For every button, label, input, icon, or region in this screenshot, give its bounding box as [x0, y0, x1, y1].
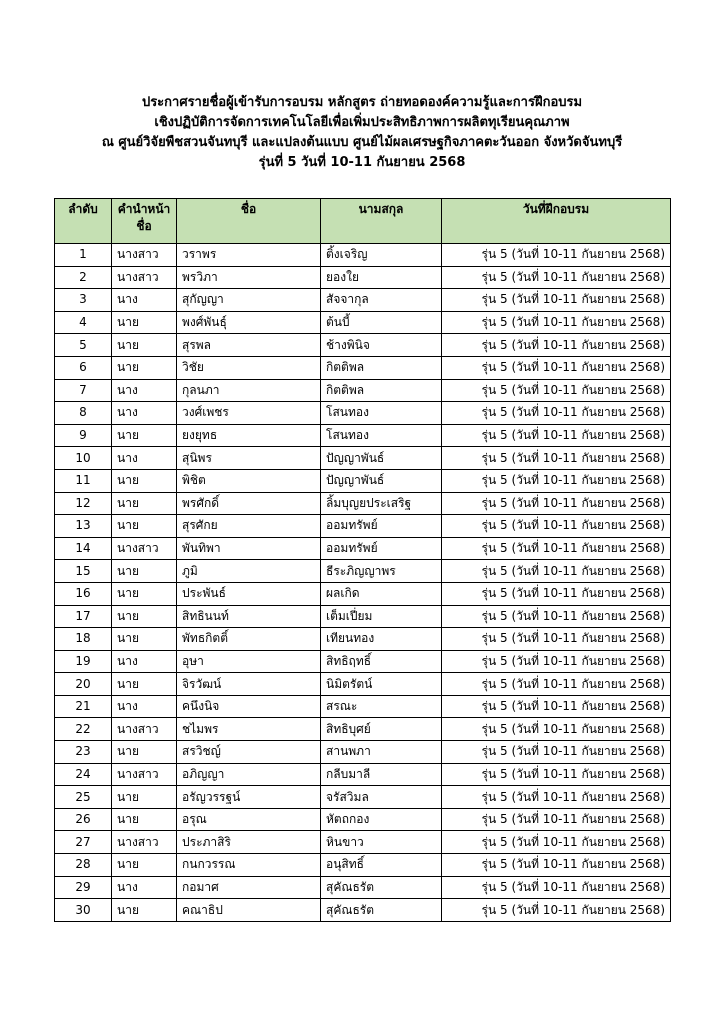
cell-title: นาย — [112, 334, 177, 357]
table-row — [55, 718, 671, 741]
cell-first-name: วิชัย — [177, 356, 321, 379]
cell-last-name: สุคัณธรัต — [321, 876, 442, 899]
cell-last-name: หัตถกอง — [321, 808, 442, 831]
cell-last-name: สัจจากุล — [321, 289, 442, 312]
cell-training-date: รุ่น 5 (วันที่ 10-11 กันยายน 2568) — [442, 356, 671, 379]
cell-training-date: รุ่น 5 (วันที่ 10-11 กันยายน 2568) — [442, 334, 671, 357]
cell-training-date: รุ่น 5 (วันที่ 10-11 กันยายน 2568) — [442, 876, 671, 899]
cell-first-name: พรศักดิ์ — [177, 492, 321, 515]
cell-last-name: ยองใย — [321, 266, 442, 289]
cell-last-name: สุคัณธรัต — [321, 899, 442, 922]
heading-line-3: ณ ศูนย์วิจัยพืชสวนจันทบุรี และแปลงต้นแบบ ศูนย์ไม้ผลเศรษฐกิจภาคตะวันออก จังหวัดจันทบุรี — [101, 135, 623, 150]
cell-last-name: ออมทรัพย์ — [321, 537, 442, 560]
cell-first-name: กนกวรรณ — [177, 854, 321, 877]
cell-training-date: รุ่น 5 (วันที่ 10-11 กันยายน 2568) — [442, 628, 671, 651]
cell-title: นางสาว — [112, 831, 177, 854]
table-row — [55, 582, 671, 605]
cell-first-name: สิทธินนท์ — [177, 605, 321, 628]
cell-first-name: สุนิพร — [177, 447, 321, 470]
table-row — [55, 786, 671, 809]
cell-number: 26 — [55, 808, 112, 831]
cell-number: 21 — [55, 695, 112, 718]
cell-number: 17 — [55, 605, 112, 628]
cell-first-name: ภูมิ — [177, 560, 321, 583]
cell-first-name: สุรพล — [177, 334, 321, 357]
cell-training-date: รุ่น 5 (วันที่ 10-11 กันยายน 2568) — [442, 537, 671, 560]
cell-training-date: รุ่น 5 (วันที่ 10-11 กันยายน 2568) — [442, 379, 671, 402]
cell-number: 27 — [55, 831, 112, 854]
cell-last-name: เต็มเปี่ยม — [321, 605, 442, 628]
heading-line-2: เชิงปฏิบัติการจัดการเทคโนโลยีเพื่อเพิ่มประสิทธิภาพการผลิตทุเรียนคุณภาพ — [154, 115, 570, 130]
cell-training-date: รุ่น 5 (วันที่ 10-11 กันยายน 2568) — [442, 311, 671, 334]
cell-last-name: จรัสวิมล — [321, 786, 442, 809]
table-row — [55, 447, 671, 470]
cell-number: 3 — [55, 289, 112, 312]
table-row — [55, 356, 671, 379]
cell-last-name: สรณะ — [321, 695, 442, 718]
cell-number: 4 — [55, 311, 112, 334]
cell-last-name: ช้างพินิจ — [321, 334, 442, 357]
cell-number: 10 — [55, 447, 112, 470]
cell-last-name: โสนทอง — [321, 402, 442, 425]
table-row — [55, 424, 671, 447]
cell-title: นาย — [112, 605, 177, 628]
cell-training-date: รุ่น 5 (วันที่ 10-11 กันยายน 2568) — [442, 673, 671, 696]
cell-first-name: ยงยุทธ — [177, 424, 321, 447]
cell-number: 8 — [55, 402, 112, 425]
table-row — [55, 876, 671, 899]
cell-training-date: รุ่น 5 (วันที่ 10-11 กันยายน 2568) — [442, 741, 671, 764]
table-row — [55, 628, 671, 651]
cell-first-name: อรุณ — [177, 808, 321, 831]
cell-training-date: รุ่น 5 (วันที่ 10-11 กันยายน 2568) — [442, 582, 671, 605]
cell-training-date: รุ่น 5 (วันที่ 10-11 กันยายน 2568) — [442, 605, 671, 628]
table-row — [55, 831, 671, 854]
table-row — [55, 650, 671, 673]
table-row — [55, 808, 671, 831]
cell-last-name: ผลเกิด — [321, 582, 442, 605]
table-row — [55, 334, 671, 357]
cell-number: 25 — [55, 786, 112, 809]
cell-first-name: ประภาสิริ — [177, 831, 321, 854]
cell-last-name: ติ้งเจริญ — [321, 244, 442, 267]
table-row — [55, 605, 671, 628]
cell-number: 20 — [55, 673, 112, 696]
cell-training-date: รุ่น 5 (วันที่ 10-11 กันยายน 2568) — [442, 560, 671, 583]
cell-title: นาย — [112, 741, 177, 764]
col-header-title: คำนำหน้า ชื่อ — [112, 199, 177, 244]
cell-first-name: อุษา — [177, 650, 321, 673]
cell-first-name: ประพันธ์ — [177, 582, 321, 605]
cell-first-name: พันทิพา — [177, 537, 321, 560]
cell-number: 24 — [55, 763, 112, 786]
cell-first-name: คณาธิป — [177, 899, 321, 922]
table-row — [55, 402, 671, 425]
cell-training-date: รุ่น 5 (วันที่ 10-11 กันยายน 2568) — [442, 650, 671, 673]
cell-number: 15 — [55, 560, 112, 583]
cell-training-date: รุ่น 5 (วันที่ 10-11 กันยายน 2568) — [442, 469, 671, 492]
cell-title: นาย — [112, 469, 177, 492]
cell-training-date: รุ่น 5 (วันที่ 10-11 กันยายน 2568) — [442, 515, 671, 538]
cell-title: นาย — [112, 515, 177, 538]
heading-line-4: รุ่นที่ 5 วันที่ 10-11 กันยายน 2568 — [258, 155, 466, 170]
col-header-number: ลำดับ — [55, 199, 112, 244]
cell-last-name: กลีบมาลี — [321, 763, 442, 786]
cell-title: นาง — [112, 876, 177, 899]
cell-training-date: รุ่น 5 (วันที่ 10-11 กันยายน 2568) — [442, 854, 671, 877]
cell-training-date: รุ่น 5 (วันที่ 10-11 กันยายน 2568) — [442, 244, 671, 267]
cell-title: นางสาว — [112, 244, 177, 267]
col-header-last-name: นามสกุล — [321, 199, 442, 244]
cell-title: นาย — [112, 424, 177, 447]
cell-title: นาย — [112, 628, 177, 651]
cell-first-name: พงศ์พันธุ์ — [177, 311, 321, 334]
cell-training-date: รุ่น 5 (วันที่ 10-11 กันยายน 2568) — [442, 831, 671, 854]
cell-first-name: พิชิต — [177, 469, 321, 492]
cell-title: นาย — [112, 899, 177, 922]
cell-first-name: สุรศักย — [177, 515, 321, 538]
table-row — [55, 469, 671, 492]
cell-title: นางสาว — [112, 763, 177, 786]
table-header-row — [55, 199, 671, 244]
cell-number: 29 — [55, 876, 112, 899]
cell-last-name: โสนทอง — [321, 424, 442, 447]
table-row — [55, 311, 671, 334]
table-body — [55, 244, 671, 922]
table-row — [55, 695, 671, 718]
cell-first-name: พรวิภา — [177, 266, 321, 289]
cell-last-name: กิตติพล — [321, 379, 442, 402]
table-row — [55, 854, 671, 877]
cell-last-name: กิตติพล — [321, 356, 442, 379]
cell-training-date: รุ่น 5 (วันที่ 10-11 กันยายน 2568) — [442, 763, 671, 786]
cell-title: นาย — [112, 492, 177, 515]
cell-training-date: รุ่น 5 (วันที่ 10-11 กันยายน 2568) — [442, 808, 671, 831]
cell-training-date: รุ่น 5 (วันที่ 10-11 กันยายน 2568) — [442, 447, 671, 470]
cell-number: 28 — [55, 854, 112, 877]
cell-number: 14 — [55, 537, 112, 560]
cell-number: 16 — [55, 582, 112, 605]
cell-number: 23 — [55, 741, 112, 764]
cell-training-date: รุ่น 5 (วันที่ 10-11 กันยายน 2568) — [442, 424, 671, 447]
cell-last-name: สิทธิบุศย์ — [321, 718, 442, 741]
col-header-training-date: วันที่ฝึกอบรม — [442, 199, 671, 244]
cell-title: นาง — [112, 447, 177, 470]
cell-first-name: กอมาศ — [177, 876, 321, 899]
table-row — [55, 763, 671, 786]
cell-training-date: รุ่น 5 (วันที่ 10-11 กันยายน 2568) — [442, 402, 671, 425]
cell-last-name: ธีระภิญญาพร — [321, 560, 442, 583]
col-header-first-name: ชื่อ — [177, 199, 321, 244]
cell-number: 9 — [55, 424, 112, 447]
cell-first-name: คนึงนิจ — [177, 695, 321, 718]
cell-training-date: รุ่น 5 (วันที่ 10-11 กันยายน 2568) — [442, 492, 671, 515]
cell-number: 22 — [55, 718, 112, 741]
cell-number: 6 — [55, 356, 112, 379]
cell-last-name: ลิ้มบุญยประเสริฐ — [321, 492, 442, 515]
cell-training-date: รุ่น 5 (วันที่ 10-11 กันยายน 2568) — [442, 289, 671, 312]
cell-first-name: สรวิชญ์ — [177, 741, 321, 764]
cell-last-name: ปัญญาพันธ์ — [321, 469, 442, 492]
table-row — [55, 741, 671, 764]
cell-title: นาย — [112, 356, 177, 379]
cell-last-name: ออมทรัพย์ — [321, 515, 442, 538]
table-row — [55, 492, 671, 515]
table-row — [55, 266, 671, 289]
table-row — [55, 899, 671, 922]
table-row — [55, 244, 671, 267]
cell-first-name: อรัญวรรฐน์ — [177, 786, 321, 809]
table-row — [55, 560, 671, 583]
cell-last-name: อนุสิทธิ์ — [321, 854, 442, 877]
cell-training-date: รุ่น 5 (วันที่ 10-11 กันยายน 2568) — [442, 695, 671, 718]
table-row — [55, 289, 671, 312]
participant-table — [54, 198, 671, 922]
cell-number: 19 — [55, 650, 112, 673]
cell-title: นาย — [112, 786, 177, 809]
cell-number: 2 — [55, 266, 112, 289]
table-row — [55, 379, 671, 402]
cell-training-date: รุ่น 5 (วันที่ 10-11 กันยายน 2568) — [442, 786, 671, 809]
cell-number: 18 — [55, 628, 112, 651]
cell-first-name: พัทธกิตติ์ — [177, 628, 321, 651]
cell-title: นาง — [112, 695, 177, 718]
cell-training-date: รุ่น 5 (วันที่ 10-11 กันยายน 2568) — [442, 899, 671, 922]
cell-title: นางสาว — [112, 266, 177, 289]
cell-training-date: รุ่น 5 (วันที่ 10-11 กันยายน 2568) — [442, 718, 671, 741]
cell-last-name: นิมิตรัตน์ — [321, 673, 442, 696]
cell-first-name: วงศ์เพชร — [177, 402, 321, 425]
table-row — [55, 537, 671, 560]
cell-title: นาง — [112, 402, 177, 425]
cell-training-date: รุ่น 5 (วันที่ 10-11 กันยายน 2568) — [442, 266, 671, 289]
cell-first-name: ชไมพร — [177, 718, 321, 741]
cell-last-name: ปัญญาพันธ์ — [321, 447, 442, 470]
cell-title: นางสาว — [112, 718, 177, 741]
cell-last-name: สิทธิฤทธิ์ — [321, 650, 442, 673]
cell-first-name: สุกัญญา — [177, 289, 321, 312]
cell-title: นาย — [112, 808, 177, 831]
cell-title: นาย — [112, 311, 177, 334]
table-row — [55, 673, 671, 696]
cell-number: 13 — [55, 515, 112, 538]
cell-last-name: เทียนทอง — [321, 628, 442, 651]
cell-number: 5 — [55, 334, 112, 357]
cell-first-name: กุลนภา — [177, 379, 321, 402]
document-heading — [0, 93, 724, 173]
cell-title: นางสาว — [112, 537, 177, 560]
cell-title: นาง — [112, 379, 177, 402]
cell-number: 7 — [55, 379, 112, 402]
cell-last-name: สานพภา — [321, 741, 442, 764]
cell-title: นาง — [112, 650, 177, 673]
cell-number: 1 — [55, 244, 112, 267]
cell-title: นาย — [112, 854, 177, 877]
heading-line-1: ประกาศรายชื่อผู้เข้ารับการอบรม หลักสูตร ถ่ายทอดองค์ความรู้และการฝึกอบรม — [141, 95, 583, 110]
cell-number: 30 — [55, 899, 112, 922]
cell-title: นาย — [112, 673, 177, 696]
cell-first-name: จิรวัฒน์ — [177, 673, 321, 696]
cell-number: 12 — [55, 492, 112, 515]
cell-first-name: วราพร — [177, 244, 321, 267]
cell-first-name: อภิญญา — [177, 763, 321, 786]
cell-title: นาง — [112, 289, 177, 312]
cell-title: นาย — [112, 582, 177, 605]
cell-last-name: ต้นบี้ — [321, 311, 442, 334]
cell-title: นาย — [112, 560, 177, 583]
table-row — [55, 515, 671, 538]
cell-number: 11 — [55, 469, 112, 492]
cell-last-name: หินขาว — [321, 831, 442, 854]
